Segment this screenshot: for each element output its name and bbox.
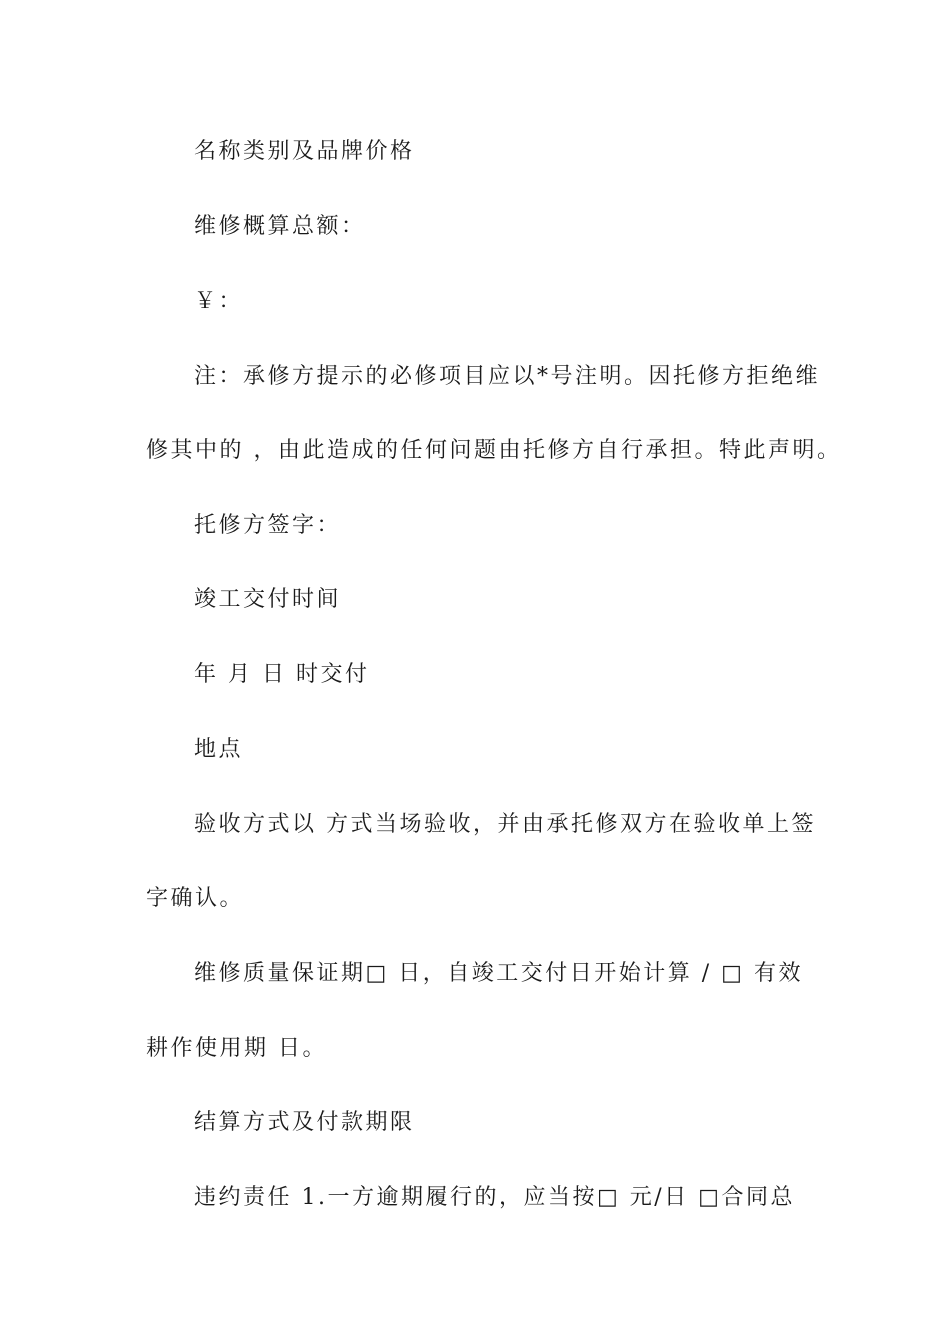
text-line-warranty: 维修质量保证期□ 日，自竣工交付日开始计算 / □ 有效 [194,961,803,986]
text-line-client-signature: 托修方签字： [194,513,342,538]
text-line-warranty-cont: 耕作使用期 日。 [146,1036,327,1061]
text-line-acceptance: 验收方式以 方式当场验收，并由承托修双方在验收单上签 [194,812,816,837]
text-line-completion-time: 竣工交付时间 [194,587,342,612]
text-line-item-category: 名称类别及品牌价格 [194,139,415,164]
text-line-settlement: 结算方式及付款期限 [194,1110,415,1135]
text-line-note: 注：承修方提示的必修项目应以*号注明。因托修方拒绝维 [194,364,821,389]
text-line-acceptance-cont: 字确认。 [146,886,245,911]
text-line-liability: 违约责任 1.一方逾期履行的，应当按□ 元/日 □合同总 [194,1185,795,1210]
text-line-currency: ￥： [194,289,244,314]
text-line-delivery-date: 年 月 日 时交付 [194,662,370,687]
text-line-note-cont: 修其中的 ，由此造成的任何问题由托修方自行承担。特此声明。 [146,438,842,463]
text-line-location: 地点 [194,737,244,762]
text-line-repair-estimate: 维修概算总额： [194,214,366,239]
